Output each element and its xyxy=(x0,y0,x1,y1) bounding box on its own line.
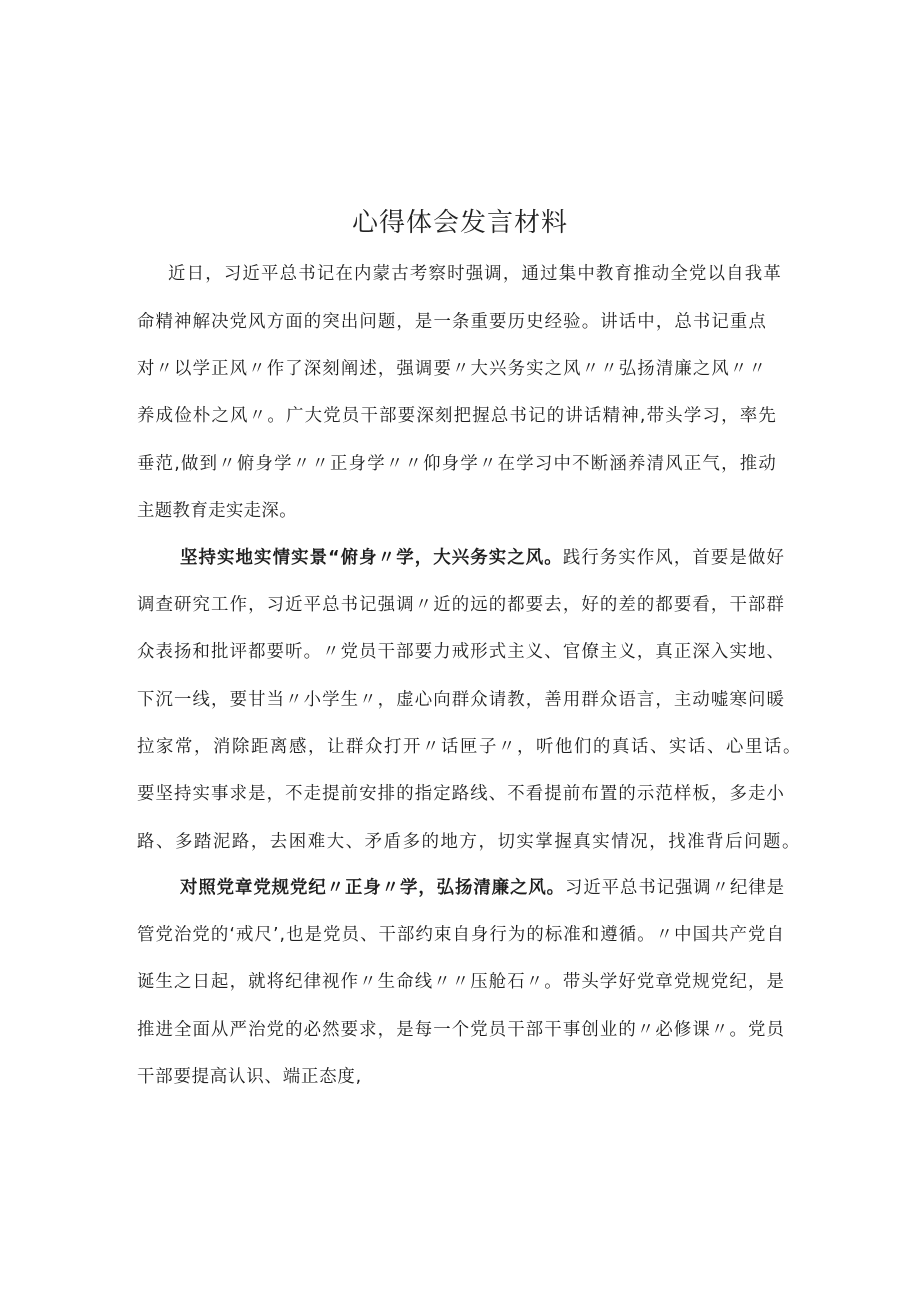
paragraph-line xyxy=(180,543,785,573)
paragraph-line xyxy=(137,779,785,809)
paragraph-line xyxy=(137,1062,362,1092)
body-text: 近日，习近平总书记在内蒙古考察时强调，通过集中教育推动全党以自我革 xyxy=(168,264,782,284)
body-text: 路、多踏泥路，去困难大、矛盾多的地方，切实掌握真实情况，找准背后问题。 xyxy=(137,832,801,852)
body-text: 下沉一线，要甘当〃小学生〃，虚心向群众请教，善用群众语言，主动嘘寒问暖 xyxy=(137,690,785,710)
paragraph-line xyxy=(137,967,785,997)
body-text: 习近平总书记强调〃纪律是 xyxy=(564,878,785,898)
paragraph-line xyxy=(168,259,782,289)
paragraph-line xyxy=(137,449,777,479)
paragraph-line xyxy=(137,827,801,857)
body-text: 推进全面从严治党的必然要求，是每一个党员干部干事创业的〃必修课〃。党员 xyxy=(137,1020,785,1040)
body-text: 养成俭朴之风〃。广大党员干部要深刻把握总书记的讲话精神,带头学习，率先 xyxy=(137,406,777,426)
body-text: 垂范,做到〃俯身学〃〃正身学〃〃仰身学〃在学习中不断涵养清风正气，推动 xyxy=(137,454,777,474)
paragraph-line xyxy=(137,590,785,620)
body-text: 干部要提高认识、端正态度, xyxy=(137,1067,362,1087)
body-text: 践行务实作风，首要是做好 xyxy=(562,548,785,568)
paragraph-line xyxy=(137,307,767,337)
body-text: 管党治党的‘戒尺’,也是党员、干部约束自身行为的标准和遵循。〃中国共产党自 xyxy=(137,925,785,945)
paragraph-line xyxy=(137,496,297,526)
body-text: 对〃以学正风〃作了深刻阐述，强调要〃大兴务实之风〃〃弘扬清廉之风〃〃 xyxy=(137,359,767,379)
body-text: 众表扬和批评都要听。〃党员干部要力戒形式主义、官僚主义，真正深入实地、 xyxy=(137,642,785,662)
body-text: 要坚持实事求是，不走提前安排的指定路线、不看提前布置的示范样板，多走小 xyxy=(137,784,785,804)
body-text: 命精神解决党风方面的突出问题，是一条重要历史经验。讲话中，总书记重点 xyxy=(137,312,767,332)
bold-heading-text: 坚持实地实情实景“俯身〃学，大兴务实之风。 xyxy=(180,548,563,568)
paragraph-line xyxy=(137,920,785,950)
body-text: 拉家常，消除距离感，让群众打开〃话匣子〃，听他们的真话、实话、心里话。 xyxy=(137,737,802,757)
paragraph-line xyxy=(137,1015,785,1045)
paragraph-line xyxy=(137,732,802,762)
paragraph-line xyxy=(180,873,785,903)
paragraph-line xyxy=(137,685,785,715)
paragraph-line xyxy=(137,354,767,384)
document-title: 心得体会发言材料 xyxy=(351,208,568,238)
body-text: 调查研究工作，习近平总书记强调〃近的远的都要去，好的差的都要看，干部群 xyxy=(137,595,785,615)
bold-heading-text: 对照党章党规党纪〃正身〃学，弘扬清廉之风。 xyxy=(180,878,565,898)
body-text: 主题教育走实走深。 xyxy=(137,501,297,521)
body-text: 诞生之日起，就将纪律视作〃生命线〃〃压舱石〃。带头学好党章党规党纪，是 xyxy=(137,972,785,992)
paragraph-line xyxy=(137,401,777,431)
paragraph-line xyxy=(137,637,785,667)
